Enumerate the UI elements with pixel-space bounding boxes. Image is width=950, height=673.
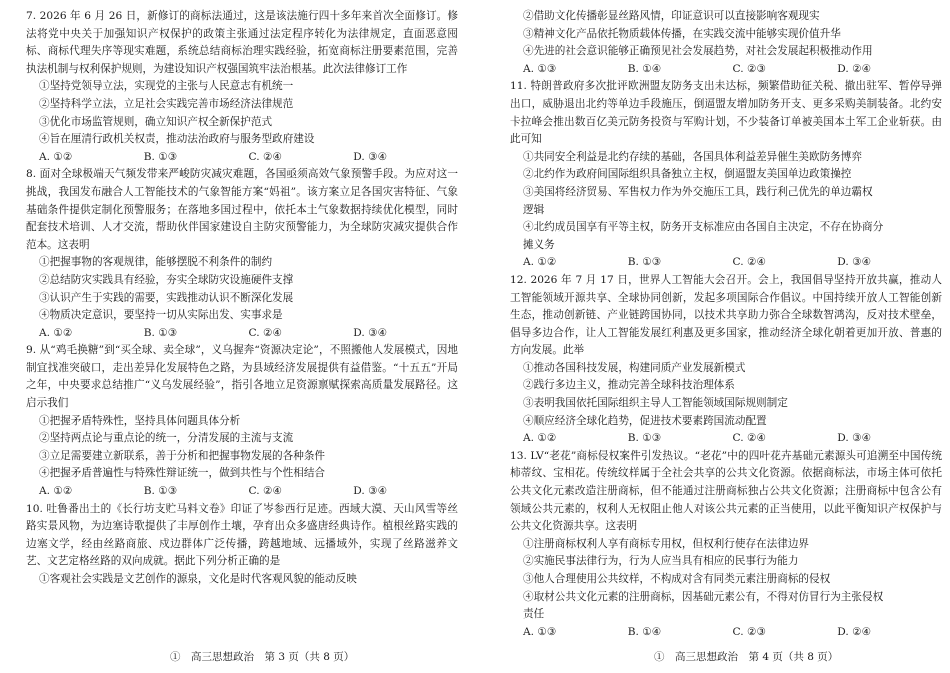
question-option: 逻辑 <box>523 203 545 216</box>
question-stem: 10. 吐鲁番出土的《长行坊支贮马料文卷》印证了岑参西行足迹。西域大漠、天山风雪等丝路实景风物，为边塞诗歌提供了丰厚创作土壤，孕育出众多盛唐经典诗作。植根丝路实践的边塞文学，经由丝路商旅、戍边群体广泛传播，跨越地域、远播域外，实现了丝路滋养文艺、文艺定格丝路的双向成就。据此下列分析正确的是 <box>26 502 458 568</box>
answer-choice: B. ①④ <box>627 62 662 75</box>
answer-choice: C. ②③ <box>732 62 766 75</box>
question-block <box>510 448 942 642</box>
question-stem: 9. 从“鸡毛换糖”到“买全球、卖全球”，义乌握奔“资源决定论”，不照搬他人发展模式，因地制宜找准突破口，走出差异化发展特色之路，为县域经济发展提供有益借鉴。“十五五”开局之年，中央要求总结推广“义乌发展经验”，指引各地立足资源禀赋探索高质量发展路径。这启示我们 <box>26 344 458 410</box>
question-option: ③美国将经济贸易、军售权力作为外交施压工具，践行利己优先的单边霸权 <box>523 185 873 198</box>
question-option: ②总结防灾实践具有经验，夯实全球防灾设施硬件支撑 <box>39 273 294 286</box>
footer-right: ① 高三思想政治 第 4 页（共 8 页） <box>654 651 839 663</box>
question-block <box>510 8 942 78</box>
question-option: ③表明我国依托国际组织主导人工智能领域国际规则制定 <box>523 397 788 410</box>
question-block <box>26 501 458 589</box>
question-stem: 7. 2026 年 6 月 26 日，新修订的商标法通过，这是该法施行四十多年来首次全面修订。修法将党中央关于加强知识产权保护的政策主张通过法定程序转化为法律规定，直面恶意囤标、商标代理失序等现实难题，系统总结商标治理实践经验，拓宽商标注册要素范围，完善执法机制与权利保护规则，为建设知识产权强国筑牢法治根基。此次法律修订工作 <box>26 10 458 75</box>
question-option: ②践行多边主义，推动完善全球科技治理体系 <box>523 379 735 392</box>
question-block <box>26 166 458 342</box>
question-option: ②坚持两点论与重点论的统一，分清发展的主流与支流 <box>39 432 294 445</box>
answer-choices <box>510 430 942 448</box>
question-option: ④物质决定意识，要坚持一切从实际出发、实事求是 <box>39 309 283 322</box>
answer-choice: D. ③④ <box>837 432 872 445</box>
question-block <box>26 342 458 500</box>
answer-choice: A. ①② <box>523 432 557 445</box>
answer-choice: D. ③④ <box>353 150 388 163</box>
answer-choices <box>26 325 458 343</box>
question-block <box>510 272 942 448</box>
question-stem: 13. LV“老花”商标侵权案件引发热议。“老花”中的四叶花卉基础元素源头可追溯至中国传统柿蒂纹、宝相花。传统纹样属于全社会共享的公共文化资源。依据商标法，市场主体可依托公共文化元素改造注册商标，但不能通过注册商标独占公共文化资源；注册商标中包含公有领域公共元素的，权利人无权阻止他人对该公共元素的正当使用，以此平衡知识产权保护与公共文化资源共享。这表明 <box>510 449 942 533</box>
question-option: ③优化市场监管规则，确立知识产权全新保护范式 <box>39 115 273 128</box>
answer-choice: B. ①③ <box>627 432 662 445</box>
question-option: ④先进的社会意识能够正确预见社会发展趋势，对社会发展起积极推动作用 <box>523 45 873 58</box>
question-option: ③认识产生于实践的需要，实践推动认识不断深化发展 <box>39 291 294 304</box>
left-column <box>26 8 458 589</box>
answer-choice: A. ①② <box>39 326 73 339</box>
answer-choice: C. ②④ <box>732 432 766 445</box>
answer-choice: D. ②④ <box>837 625 872 638</box>
answer-choice: D. ③④ <box>353 326 388 339</box>
question-stem: 8. 面对全球极端天气频发带来严峻防灾减灾难题，各国亟须高效气象预警手段。为应对这一挑战，我国发布融合人工智能技术的气象智能方案“妈祖”。该方案立足各国灾害特征、气象基础条件提供定制化预警服务；在落地多国过程中，依托本土气象数据持续优化模型，同时配套技术培训、人才交流，帮助伙伴国家建设自主防灾预警能力，为全球防灾减灾提供合作范本。这表明 <box>26 168 458 251</box>
answer-choice: A. ①③ <box>523 62 557 75</box>
question-option: ④顺应经济全球化趋势，促进技术要素跨国流动配置 <box>523 414 767 427</box>
question-stem: 12. 2026 年 7 月 17 日，世界人工智能大会召开。会上，我国倡导坚持开放共赢，推动人工智能领域开源共享、全球协同创新，发起多项国际合作倡议。中国持续开放人工智能创新生态，推动创新链、产业链跨国协同，以技术共享助力弥合全球数智鸿沟，反对技术壁垒，倡导多边合作，让人工智能发展红利惠及更多国家，推动经济全球化朝着更加开放、普惠的方向发展。此举 <box>510 273 942 357</box>
question-option: ②坚持科学立法，立足社会实践完善市场经济法律规范 <box>39 97 294 110</box>
question-option: ③立足需要建立新联系，善于分析和把握事物发展的各种条件 <box>39 449 326 462</box>
answer-choices <box>510 254 942 272</box>
answer-choices <box>26 483 458 501</box>
question-option: ①把握事物的客观规律，能够摆脱不利条件的制约 <box>39 256 273 269</box>
answer-choice: A. ①③ <box>523 625 557 638</box>
answer-choice: C. ②④ <box>248 150 282 163</box>
answer-choices <box>26 149 458 167</box>
answer-choice: C. ②③ <box>732 625 766 638</box>
question-option: ①把握矛盾特殊性，坚持具体问题具体分析 <box>39 414 241 427</box>
answer-choice: A. ①② <box>523 256 557 269</box>
answer-choice: C. ②④ <box>732 256 766 269</box>
answer-choice: B. ①③ <box>143 150 178 163</box>
question-option: ④旨在厘清行政机关权责，推动法治政府与服务型政府建设 <box>39 133 315 146</box>
question-option: ①注册商标权利人享有商标专用权，但权利行使存在法律边界 <box>523 537 810 550</box>
question-option: 摊义务 <box>523 238 555 251</box>
question-option: 责任 <box>523 608 545 621</box>
question-block <box>510 78 942 272</box>
answer-choice: B. ①③ <box>627 256 662 269</box>
answer-choice: D. ③④ <box>837 256 872 269</box>
question-stem: 11. 特朗普政府多次批评欧洲盟友防务支出未达标，频繁借助征关税、撤出驻军、暂停导弹出口，威胁退出北约等单边手段施压，倒逼盟友增加防务开支、更多采购美制装备。北约安卡拉峰会推出数百亿美元防务投资与军购计划，不少装备订单被美国本土军工企业斩获。由此可知 <box>510 80 942 146</box>
answer-choice: A. ①② <box>39 150 73 163</box>
footer-left: ① 高三思想政治 第 3 页（共 8 页） <box>170 651 355 663</box>
answer-choice: B. ①④ <box>627 625 662 638</box>
question-option: ③他人合理使用公共纹样，不构成对含有同类元素注册商标的侵权 <box>523 573 831 585</box>
answer-choices <box>510 61 942 79</box>
question-option: ①坚持党领导立法，实现党的主张与人民意志有机统一 <box>39 80 294 93</box>
answer-choice: D. ②④ <box>837 62 872 75</box>
answer-choice: B. ①③ <box>143 326 178 339</box>
question-option: ②实施民事法律行为，行为人应当具有相应的民事行为能力 <box>523 555 799 568</box>
question-option: ②北约作为政府间国际组织具备独立主权，倒逼盟友美国单边政策操控 <box>523 168 852 181</box>
question-option: ④把握矛盾普遍性与特殊性辩证统一，做到共性与个性相结合 <box>39 467 326 480</box>
answer-choice: D. ③④ <box>353 485 388 498</box>
question-block <box>26 8 458 166</box>
answer-choice: A. ①② <box>39 485 73 498</box>
question-option: ①推动各国科技发展，构建同质产业发展新模式 <box>523 361 746 374</box>
answer-choices <box>510 624 942 642</box>
question-option: ④北约成员国享有平等主权，防务开支标准应由各国自主决定，不存在协商分 <box>523 221 884 234</box>
question-option: ①客观社会实践是文艺创作的源泉，文化是时代客观风貌的能动反映 <box>39 573 357 585</box>
answer-choice: C. ②④ <box>248 485 282 498</box>
answer-choice: C. ②④ <box>248 326 282 339</box>
question-option: ④取材公共文化元素的注册商标，因基础元素公有，不得对仿冒行为主张侵权 <box>523 590 884 603</box>
answer-choice: B. ①③ <box>143 485 178 498</box>
right-column <box>510 8 942 641</box>
question-option: ②借助文化传播彰显丝路风情，印证意识可以直接影响客观现实 <box>523 10 820 22</box>
question-option: ③精神文化产品依托物质载体传播，在实践交流中能够实现价值升华 <box>523 27 841 40</box>
question-option: ①共同安全利益是北约存续的基础，各国具体利益差异催生美欧防务博弈 <box>523 150 862 163</box>
